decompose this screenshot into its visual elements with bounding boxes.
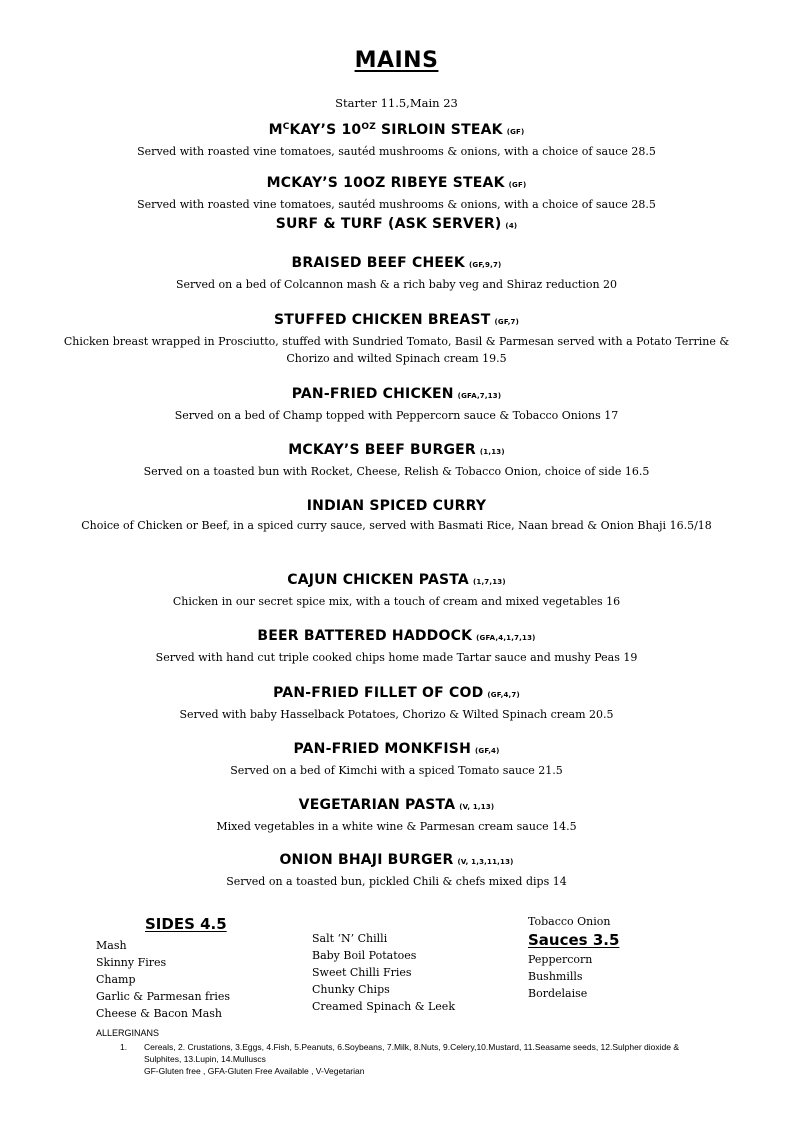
- sides-column-1: [96, 937, 230, 1022]
- dish-pan-fried-chicken: [60, 385, 733, 424]
- allergen-codes: (GF,4): [475, 747, 500, 755]
- sides-column-2: [312, 930, 455, 1015]
- dish-name: PAN-FRIED FILLET OF COD (GF,4,7): [273, 685, 520, 701]
- allergens-list: [120, 1041, 680, 1077]
- dish-name: SURF & TURF (ASK SERVER) (4): [275, 216, 518, 232]
- side-item: Tobacco Onion: [528, 915, 611, 928]
- dish-name: STUFFED CHICKEN BREAST (GF,7): [273, 312, 520, 328]
- dish-name: BRAISED BEEF CHEEK (GF,9,7): [291, 255, 502, 271]
- dish-indian-spiced-curry: [60, 497, 733, 534]
- dish-description: Served on a toasted bun with Rocket, Cheese, Relish & Tobacco Onion, choice of side 16.5: [143, 465, 650, 478]
- sauces-column: [528, 913, 619, 1002]
- dish-description: Served on a bed of Kimchi with a spiced Tomato sauce 21.5: [230, 764, 563, 777]
- dish-description: Served on a toasted bun, pickled Chili & chefs mixed dips 14: [226, 875, 567, 888]
- sauces-heading: Sauces 3.5: [528, 931, 620, 949]
- dish-beer-battered-haddock: [60, 627, 733, 666]
- page-title: MAINS: [354, 48, 439, 73]
- dish-description: Mixed vegetables in a white wine & Parmesan cream sauce 14.5: [216, 820, 577, 833]
- dish-description: Chicken breast wrapped in Prosciutto, stuffed with Sundried Tomato, Basil & Parmesan served with a Potato Terrine & Chorizo and wilted Spinach cream 19.5: [63, 335, 730, 365]
- dish-name: PAN-FRIED MONKFISH (GF,4): [293, 741, 500, 757]
- allergen-codes: (GF): [506, 128, 525, 136]
- dish-name: ONION BHAJI BURGER (V, 1,3,11,13): [279, 852, 514, 868]
- dish-name: MCKAY’S BEEF BURGER (1,13): [288, 442, 505, 458]
- dish-description: Served with hand cut triple cooked chips home made Tartar sauce and mushy Peas 19: [155, 651, 638, 664]
- allergen-codes: (1,7,13): [472, 578, 506, 586]
- allergen-codes: (4): [505, 222, 518, 230]
- dish-cajun-chicken-pasta: [60, 571, 733, 610]
- dish-name: INDIAN SPICED CURRY: [306, 498, 487, 514]
- side-item: Sweet Chilli Fries: [312, 966, 412, 979]
- side-item: Baby Boil Potatoes: [312, 949, 417, 962]
- allergen-codes: (V, 1,3,11,13): [457, 858, 514, 866]
- side-item: Mash: [96, 939, 127, 952]
- side-item: Cheese & Bacon Mash: [96, 1007, 223, 1020]
- dish-monkfish: [60, 740, 733, 779]
- dish-fillet-of-cod: [60, 684, 733, 723]
- allergen-codes: (GF,7): [494, 318, 520, 326]
- dish-stuffed-chicken-breast: [60, 311, 733, 367]
- dish-braised-beef-cheek: [60, 254, 733, 293]
- allergen-codes: (GF,4,7): [487, 691, 520, 699]
- allergens-legend: GF-Gluten free , GFA-Gluten Free Available , V-Vegetarian: [144, 1066, 365, 1076]
- dish-sirloin-steak: [60, 118, 733, 160]
- dish-beef-burger: [60, 441, 733, 480]
- allergen-codes: (GFA,7,13): [457, 392, 502, 400]
- dish-surf-and-turf: [60, 215, 733, 235]
- dish-description: Served with baby Hasselback Potatoes, Chorizo & Wilted Spinach cream 20.5: [179, 708, 614, 721]
- dish-description: Served with roasted vine tomatoes, sautéd mushrooms & onions, with a choice of sauce 28.5: [137, 198, 656, 211]
- list-number: 1.: [120, 1042, 128, 1052]
- allergen-codes: (GFA,4,1,7,13): [476, 634, 536, 642]
- sides-heading: SIDES 4.5: [145, 915, 227, 933]
- allergen-codes: (1,13): [479, 448, 505, 456]
- sauce-item: Peppercorn: [528, 953, 593, 966]
- dish-name: VEGETARIAN PASTA (V, 1,13): [298, 797, 495, 813]
- allergen-codes: (V, 1,13): [459, 803, 495, 811]
- dish-description: Served on a bed of Champ topped with Peppercorn sauce & Tobacco Onions 17: [174, 409, 619, 422]
- dish-onion-bhaji-burger: [60, 851, 733, 890]
- side-item: Salt ‘N’ Chilli: [312, 932, 388, 945]
- allergens-heading: ALLERGINANS: [96, 1028, 160, 1038]
- dish-description: Chicken in our secret spice mix, with a touch of cream and mixed vegetables 16: [172, 595, 621, 608]
- dish-name: PAN-FRIED CHICKEN (GFA,7,13): [291, 386, 502, 402]
- side-item: Chunky Chips: [312, 983, 390, 996]
- dish-vegetarian-pasta: [60, 796, 733, 835]
- side-item: Champ: [96, 973, 136, 986]
- side-item: Creamed Spinach & Leek: [312, 1000, 455, 1013]
- dish-ribeye-steak: [60, 174, 733, 213]
- price-note: Starter 11.5,Main 23: [335, 96, 458, 110]
- dish-name: BEER BATTERED HADDOCK (GFA,4,1,7,13): [257, 628, 536, 644]
- dish-description: Choice of Chicken or Beef, in a spiced curry sauce, served with Basmati Rice, Naan bread & Onion Bhaji 16.5/18: [81, 519, 712, 532]
- allergens-text: Cereals, 2. Crustations, 3.Eggs, 4.Fish, 5.Peanuts, 6.Soybeans, 7.Milk, 8.Nuts, 9.Celery,10.Mustard, 11.Seasame seeds, 12.Sulpher dioxide & Sulphites, 13.Lupin, 14.Mulluscs: [144, 1042, 679, 1064]
- side-item: Skinny Fires: [96, 956, 167, 969]
- allergen-codes: (GF): [508, 181, 527, 189]
- sauce-item: Bushmills: [528, 970, 583, 983]
- dish-description: Served with roasted vine tomatoes, sautéd mushrooms & onions, with a choice of sauce 28.5: [137, 145, 656, 158]
- sauce-item: Bordelaise: [528, 987, 588, 1000]
- dish-name: $M^CKAY’S$ $10^{OZ}$ SIRLOIN STEAK (GF): [268, 122, 525, 138]
- dish-name: MCKAY’S 10OZ RIBEYE STEAK (GF): [266, 175, 527, 191]
- dish-description: Served on a bed of Colcannon mash & a rich baby veg and Shiraz reduction 20: [175, 278, 618, 291]
- side-item: Garlic & Parmesan fries: [96, 990, 231, 1003]
- allergen-codes: (GF,9,7): [468, 261, 502, 269]
- dish-name: CAJUN CHICKEN PASTA (1,7,13): [287, 572, 506, 588]
